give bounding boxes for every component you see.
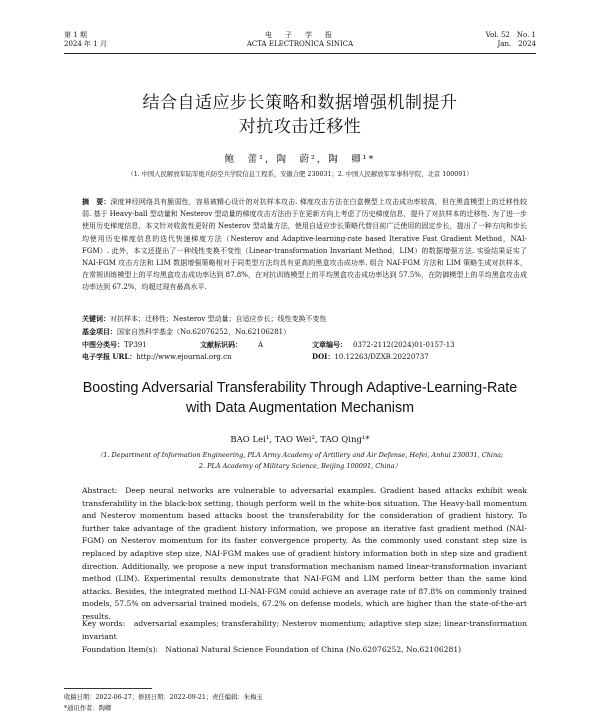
affiliation-en-line1: （1. Department of Information Engineering, PLA Army Academy of Artillery and Air Defense, Hefei, Anhui 230031, China; (96, 451, 504, 459)
affiliation-cn: （1. 中国人民解放军陆军炮兵防空兵学院信息工程系，安徽合肥 230031；2. 中国人民解放军军事科学院，北京 100091） (127, 171, 473, 178)
header-divider (64, 53, 536, 54)
article-no-label: 文章编号： (312, 340, 347, 349)
url-label: 电子学报 URL： (82, 352, 137, 362)
paper-title-cn-line1: 结合自适应步长策略和数据增强机制提升 (142, 93, 458, 113)
fund-en (82, 644, 527, 657)
metadata-row-1 (82, 339, 527, 351)
keywords-cn (82, 313, 527, 325)
article-no-value: 0372-2112(2024)01-0157-13 (353, 341, 455, 349)
clc-label: 中图分类号： (82, 340, 124, 349)
issue-date: 2024 年 1 月 (64, 40, 107, 48)
fund-cn (82, 326, 527, 338)
affiliation-en-line2: 2. PLA Academy of Military Science, Beijing 100091, China） (198, 462, 402, 470)
abstract-cn-label: 摘 要： (82, 197, 111, 206)
keywords-en-label: Key words: (82, 619, 126, 628)
doc-code-label: 文献标识码： (200, 340, 242, 349)
footnote-dates: 收稿日期：2022-06-27；修回日期：2022-09-21；责任编辑：朱梅玉 (64, 694, 263, 701)
fund-en-label: Foundation Item(s): (82, 645, 159, 654)
footnote-corresponding-author: *通讯作者：陶卿 (64, 705, 112, 712)
clc-value: TP391 (124, 341, 147, 349)
fund-en-text: National Natural Science Foundation of China (No.62076252, No.62106281) (165, 645, 462, 654)
paper-title-en-line1: Boosting Adversarial Transferability Through Adaptive-Learning-Rate (82, 380, 518, 396)
author-list-en: BAO Lei¹, TAO Wei², TAO Qing¹* (230, 435, 370, 445)
journal-name-en: ACTA ELECTRONICA SINICA (246, 40, 354, 48)
paper-title-en-line2: with Data Augmentation Mechanism (185, 400, 415, 416)
abstract-en (82, 485, 527, 624)
doi-label: DOI： (312, 352, 335, 362)
keywords-en-text: adversarial examples; transferability; Nesterov momentum; adaptive step size; linear-transformation invariant (82, 619, 527, 641)
abstract-en-label: Abstract: (82, 486, 118, 495)
abstract-cn-text: 深度神经网络具有脆弱性，容易被精心设计的对抗样本攻击. 梯度攻击方法在白盒模型上攻击成功率较高，但在黑盒模型上的迁移性较弱. 基于 Heavy-ball 型动量和 Nesterov 型动量的梯度攻击方法由于在更新方向上考虑了历史梯度信息，提升了对抗样本的迁移性. 为了进一步使用历史梯度信息，本文针对收敛性更好的 Nesterov 型动量方法，使用自适应步长策略代替目前广泛使用的固定步长，提出了一种方向和步长均使用历史梯度信息的迭代快速梯度方法（Nesterov and Adaptive-learning-rate based Iterative Fast Gradient Method，NAI-FGM）. 此外，本文还提出了一种线性变换不变性（Linear-transformation Invariant Method，LIM）的数据增强方法. 实验结果证实了 NAI-FGM 攻击方法和 LIM 数据增强策略相对于同类型方法均具有更高的黑盒攻击成功率. 组合 NAI-FGM 方法和 LIM 策略生成对抗样本，在常规训练模型上的平均黑盒攻击成功率达到 87.8%，在对抗训练模型上的平均黑盒攻击成功率达到 57.5%，在防御模型上的平均黑盒攻击成功率达到 67.2%，均超过现有最高水平. (82, 198, 528, 292)
fund-cn-text: 国家自然科学基金（No.62076252，No.62106281） (117, 328, 291, 336)
fund-cn-label: 基金项目： (82, 327, 117, 336)
volume-date: Jan. 2024 (497, 40, 536, 48)
doc-code-value: A (258, 341, 264, 349)
paper-title-en (64, 378, 536, 418)
paper-title-cn-line2: 对抗攻击迁移性 (238, 117, 362, 137)
keywords-en (82, 618, 527, 643)
running-header-volume (486, 31, 536, 49)
keywords-cn-label: 关键词： (82, 314, 110, 323)
journal-url-link[interactable]: http://www.ejournal.org.cn (136, 353, 232, 362)
issue-number: 第 1 期 (64, 31, 87, 39)
paper-title-cn (64, 91, 536, 139)
journal-name-cn: 电 子 学 报 (265, 31, 335, 39)
article-metadata (82, 339, 527, 363)
metadata-row-2 (82, 351, 527, 363)
author-list-cn: 鲍 蕾¹，陶 蔚²，陶 卿¹* (224, 154, 376, 165)
keywords-cn-text: 对抗样本；迁移性；Nesterov 型动量；自适应步长；线性变换不变性 (110, 315, 327, 323)
doi-link[interactable]: 10.12263/DZXB.20220737 (334, 353, 429, 362)
volume-number: Vol. 52 No. 1 (485, 31, 536, 39)
abstract-cn (82, 196, 527, 294)
abstract-en-text: Deep neural networks are vulnerable to adversarial examples. Gradient based attacks exhibit weak transferability in the black-box setting, though perform well in the white-box situation. The Heavy-ball momentum and Nesterov momentum based attacks boost the transferability for the consideration of gradient history. To further take advantage of the gradient history information, we propose an iterative fast gradient method (NAI-FGM) on Nesterov momentum for its faster convergence property. As the commonly used constant step size is replaced by adaptive step size, NAI-FGM makes use of gradient history information both in step size and gradient direction. Additionally, we propose a new input transformation mechanism named linear-transformation invariant method (LIM). Experimental results demonstrate that NAI-FGM and LIM perform better than the same kind attacks. Besides, the integrated method LI-NAI-FGM could achieve an average rate of 87.8% on commonly trained models, 57.5% on adversarial trained models, 67.2% on defense models, which are higher than the state-of-the-art results. (82, 486, 527, 621)
footnote-divider (64, 688, 152, 689)
